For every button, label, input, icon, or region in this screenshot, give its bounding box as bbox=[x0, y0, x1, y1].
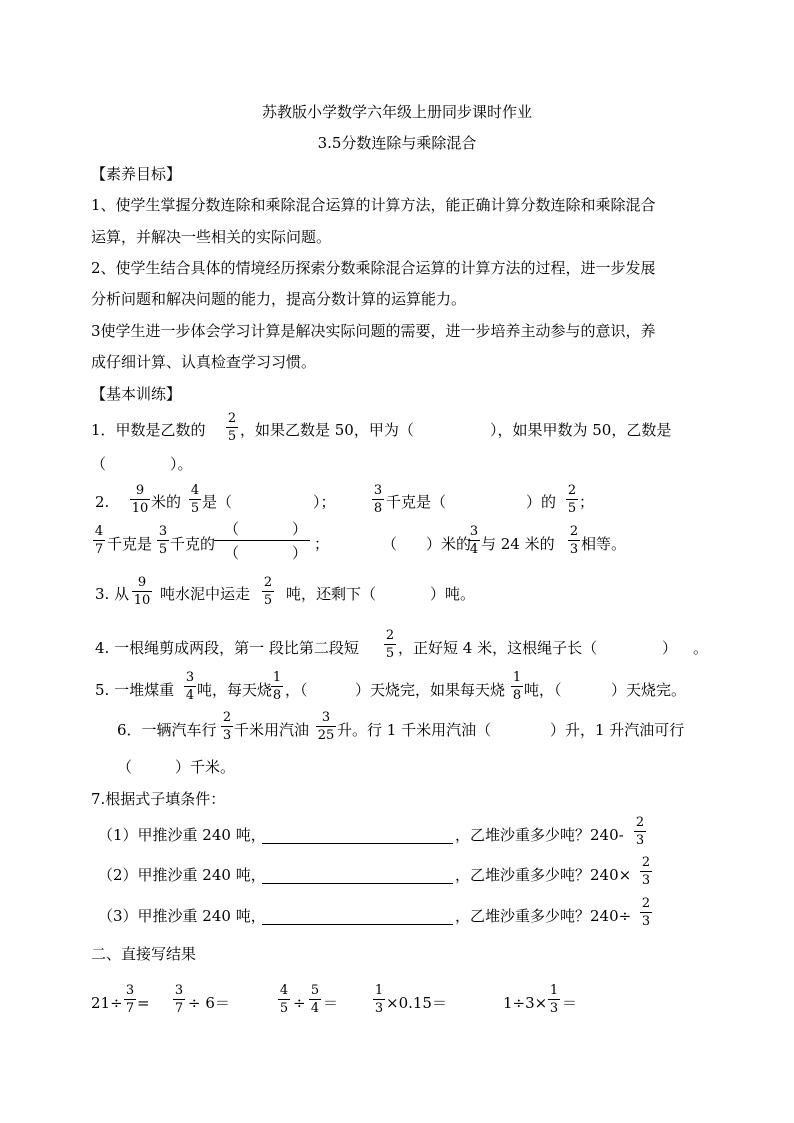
q5-text: ，（ bbox=[285, 681, 308, 699]
q7-row-2: （2）甲推沙重 240 吨， bbox=[98, 866, 266, 884]
q2-text: ） bbox=[292, 544, 308, 562]
fraction-3-4: 3 4 bbox=[185, 670, 195, 703]
q1-text: （ bbox=[91, 455, 107, 473]
goal-line: 成仔细计算、认真检查学习习惯。 bbox=[91, 353, 317, 371]
goal-line: 1、使学生掌握分数连除和乘除混合运算的计算方法，能正确计算分数连除和乘除混合 bbox=[91, 196, 656, 214]
q2-text: ； bbox=[579, 493, 595, 511]
q2-text: （ bbox=[224, 544, 240, 562]
q4-text: 4. 一根绳剪成两段，第一 段比第二段短 bbox=[95, 639, 359, 657]
section-heading-goals: 【素养目标】 bbox=[91, 165, 182, 183]
fraction-2-3: 2 3 bbox=[641, 855, 651, 888]
q2-text: ）米的 bbox=[426, 535, 472, 553]
q6-text: 千米用汽油 bbox=[234, 721, 310, 739]
fraction-4-5: 4 5 bbox=[190, 483, 200, 516]
exercise-4: ×0.15＝ bbox=[386, 994, 447, 1012]
fraction-1-8: 1 8 bbox=[512, 670, 522, 703]
q2-text: （ bbox=[224, 520, 240, 538]
goal-line: 运算，并解决一些相关的实际问题。 bbox=[91, 228, 332, 246]
q2-text: 千克是 bbox=[107, 535, 153, 553]
fraction-9-10: 9 10 bbox=[131, 483, 149, 516]
fraction-3-5: 3 5 bbox=[158, 524, 168, 557]
q2-text: ）； bbox=[313, 493, 336, 511]
fraction-2-5: 2 5 bbox=[227, 411, 237, 444]
q7-heading: 7.根据式子填条件： bbox=[91, 790, 226, 808]
q7-row-3: ，乙堆沙重多少吨？240÷ bbox=[455, 907, 632, 925]
goal-line: 分析问题和解决问题的能力，提高分数计算的运算能力。 bbox=[91, 290, 467, 308]
q2-text: ） bbox=[292, 520, 308, 538]
fraction-2-3: 2 3 bbox=[222, 710, 232, 743]
exercise-5: 1÷3× bbox=[503, 994, 548, 1012]
q1-text: 1．甲数是乙数的 bbox=[91, 421, 206, 439]
fraction-3-7: 3 7 bbox=[174, 983, 184, 1016]
fraction-9-10: 9 10 bbox=[133, 575, 151, 608]
fraction-2-3: 2 3 bbox=[641, 896, 651, 929]
q6-text: 升。行 1 千米用汽油（ bbox=[337, 721, 492, 739]
exercise-3: ÷ bbox=[293, 994, 306, 1012]
fraction-3-25: 3 25 bbox=[317, 710, 335, 743]
q2-text: 米的 bbox=[151, 493, 182, 511]
answer-line[interactable] bbox=[262, 924, 453, 925]
fraction-1-8: 1 8 bbox=[272, 670, 282, 703]
exercise-5: ＝ bbox=[562, 994, 578, 1012]
q6-text: （ bbox=[117, 758, 133, 776]
answer-line[interactable] bbox=[262, 843, 453, 844]
q2-text: ）的 bbox=[526, 493, 557, 511]
q3-text: 吨，还剩下（ bbox=[286, 585, 377, 603]
q2-text: 相等。 bbox=[581, 535, 627, 553]
fraction-1-3: 1 3 bbox=[374, 983, 384, 1016]
q5-text: ）天烧完，如果每天烧 bbox=[355, 681, 506, 699]
fraction-4-5: 4 5 bbox=[279, 983, 289, 1016]
answer-line[interactable] bbox=[262, 883, 453, 884]
fraction-3-8: 3 8 bbox=[373, 483, 383, 516]
fraction-3-4: 3 4 bbox=[469, 524, 479, 557]
q2-text: 是（ bbox=[202, 493, 233, 511]
q7-row-1: （1）甲推沙重 240 吨， bbox=[98, 826, 266, 844]
q2-text: ； bbox=[314, 535, 330, 553]
exercise-1: 21÷ bbox=[91, 994, 123, 1012]
fraction-2-3: 2 3 bbox=[569, 524, 579, 557]
fraction-bar bbox=[214, 540, 310, 541]
q1-text: ，如果乙数是 50，甲为（ bbox=[240, 421, 414, 439]
fraction-2-5: 2 5 bbox=[567, 483, 577, 516]
fraction-1-3: 1 3 bbox=[549, 983, 559, 1016]
q3-text: ）吨。 bbox=[430, 585, 476, 603]
q7-row-2: ，乙堆沙重多少吨？240× bbox=[455, 866, 632, 884]
q2-text: 千克是（ bbox=[386, 493, 447, 511]
q6-text: 6．一辆汽车行 bbox=[117, 721, 217, 739]
exercise-2: ÷ 6＝ bbox=[188, 994, 230, 1012]
q7-row-3: （3）甲推沙重 240 吨， bbox=[98, 907, 266, 925]
exercise-3: ＝ bbox=[323, 994, 339, 1012]
q6-text: ）升，1 升汽油可行 bbox=[550, 721, 685, 739]
section-heading-basic: 【基本训练】 bbox=[91, 385, 182, 403]
fraction-5-4: 5 4 bbox=[310, 983, 320, 1016]
q2-text: （ bbox=[382, 535, 398, 553]
fraction-3-7: 3 7 bbox=[125, 983, 135, 1016]
q5-text: ）天烧完。 bbox=[611, 681, 687, 699]
q5-text: 5. 一堆煤重 bbox=[95, 681, 175, 699]
q5-text: 吨，（ bbox=[524, 681, 562, 699]
q4-text: ，正好短 4 米，这根绳子长（ bbox=[398, 639, 598, 657]
q4-text: 。 bbox=[693, 639, 709, 657]
q3-text: 3. 从 bbox=[95, 585, 130, 603]
goal-line: 3使学生进一步体会学习计算是解决实际问题的需要，进一步培养主动参与的意识，养 bbox=[91, 322, 656, 340]
q5-text: 吨，每天烧 bbox=[197, 681, 273, 699]
fraction-2-5: 2 5 bbox=[263, 575, 273, 608]
q2-text: 千克的 bbox=[170, 535, 216, 553]
fraction-2-5: 2 5 bbox=[385, 628, 395, 661]
q3-text: 吨水泥中运走 bbox=[160, 585, 251, 603]
fraction-2-3: 2 3 bbox=[635, 815, 645, 848]
q4-text: ） bbox=[662, 639, 678, 657]
q2-number: 2. bbox=[95, 493, 110, 511]
q2-text: 与 24 米的 bbox=[481, 535, 555, 553]
page-title: 苏教版小学数学六年级上册同步课时作业 bbox=[261, 103, 532, 121]
q7-row-1: ，乙堆沙重多少吨？240- bbox=[455, 826, 624, 844]
goal-line: 2、使学生结合具体的情境经历探索分数乘除混合运算的计算方法的过程，进一步发展 bbox=[91, 259, 656, 277]
fraction-4-7: 4 7 bbox=[94, 524, 104, 557]
q6-text: ）千米。 bbox=[175, 758, 236, 776]
q1-text: ），如果甲数为 50，乙数是 bbox=[490, 421, 672, 439]
q1-text: ）。 bbox=[170, 455, 193, 473]
page-subtitle: 3.5分数连除与乘除混合 bbox=[317, 134, 477, 152]
section-heading-direct: 二、直接写结果 bbox=[91, 945, 197, 963]
exercise-1: = bbox=[137, 994, 150, 1012]
